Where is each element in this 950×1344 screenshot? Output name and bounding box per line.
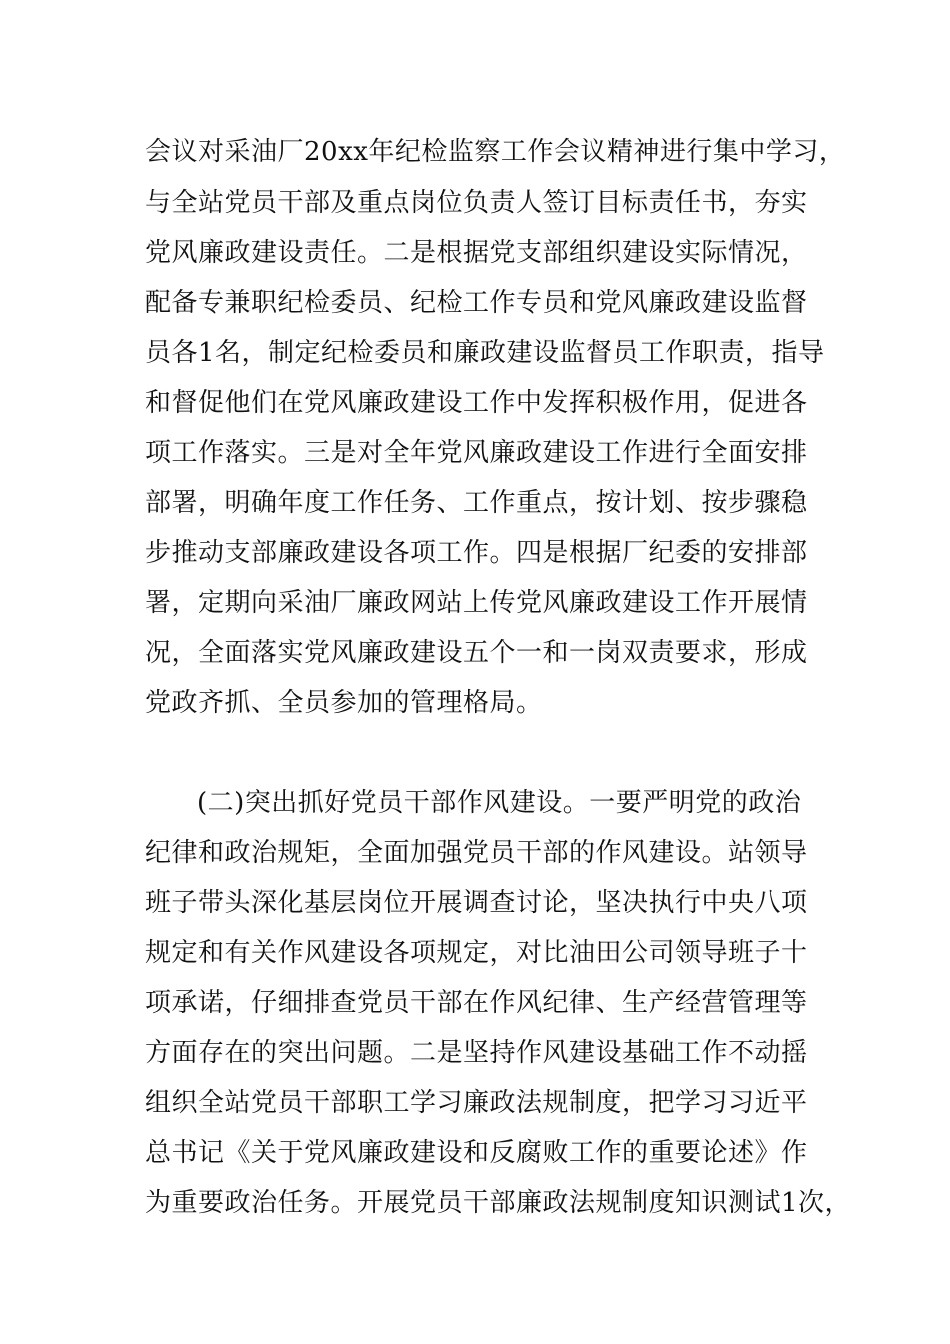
- text-line: 党政齐抓、全员参加的管理格局。: [145, 688, 543, 718]
- text-line: 纪律和政治规矩，全面加强党员干部的作风建设。站领导: [145, 838, 808, 868]
- text-line: 项工作落实。三是对全年党风廉政建设工作进行全面安排: [145, 438, 808, 468]
- text-line: (二)突出抓好党员干部作风建设。一要严明党的政治: [197, 788, 802, 818]
- text-line: 配备专兼职纪检委员、纪检工作专员和党风廉政建设监督: [145, 288, 808, 318]
- text-line: 方面存在的突出问题。二是坚持作风建设基础工作不动摇: [145, 1038, 808, 1068]
- text-line: 规定和有关作风建设各项规定，对比油田公司领导班子十: [145, 938, 808, 968]
- text-line: 班子带头深化基层岗位开展调查讨论，坚决执行中央八项: [145, 888, 808, 918]
- text-line: 部署，明确年度工作任务、工作重点，按计划、按步骤稳: [145, 488, 808, 518]
- text-line: 会议对采油厂20xx年纪检监察工作会议精神进行集中学习，: [145, 137, 846, 167]
- text-line: 和督促他们在党风廉政建设工作中发挥积极作用，促进各: [145, 388, 808, 418]
- text-line: 总书记《关于党风廉政建设和反腐败工作的重要论述》作: [145, 1138, 808, 1168]
- text-line: 项承诺，仔细排查党员干部在作风纪律、生产经营管理等: [145, 988, 808, 1018]
- text-line: 与全站党员干部及重点岗位负责人签订目标责任书，夯实: [145, 188, 808, 218]
- text-line: 步推动支部廉政建设各项工作。四是根据厂纪委的安排部: [145, 538, 808, 568]
- text-line: 署，定期向采油厂廉政网站上传党风廉政建设工作开展情: [145, 588, 808, 618]
- text-line: 员各1名，制定纪检委员和廉政建设监督员工作职责，指导: [145, 338, 825, 368]
- text-line: 为重要政治任务。开展党员干部廉政法规制度知识测试1次，: [145, 1188, 852, 1218]
- text-line: 党风廉政建设责任。二是根据党支部组织建设实际情况，: [145, 238, 808, 268]
- text-line: 况，全面落实党风廉政建设五个一和一岗双责要求，形成: [145, 638, 808, 668]
- text-line: 组织全站党员干部职工学习廉政法规制度，把学习习近平: [145, 1088, 808, 1118]
